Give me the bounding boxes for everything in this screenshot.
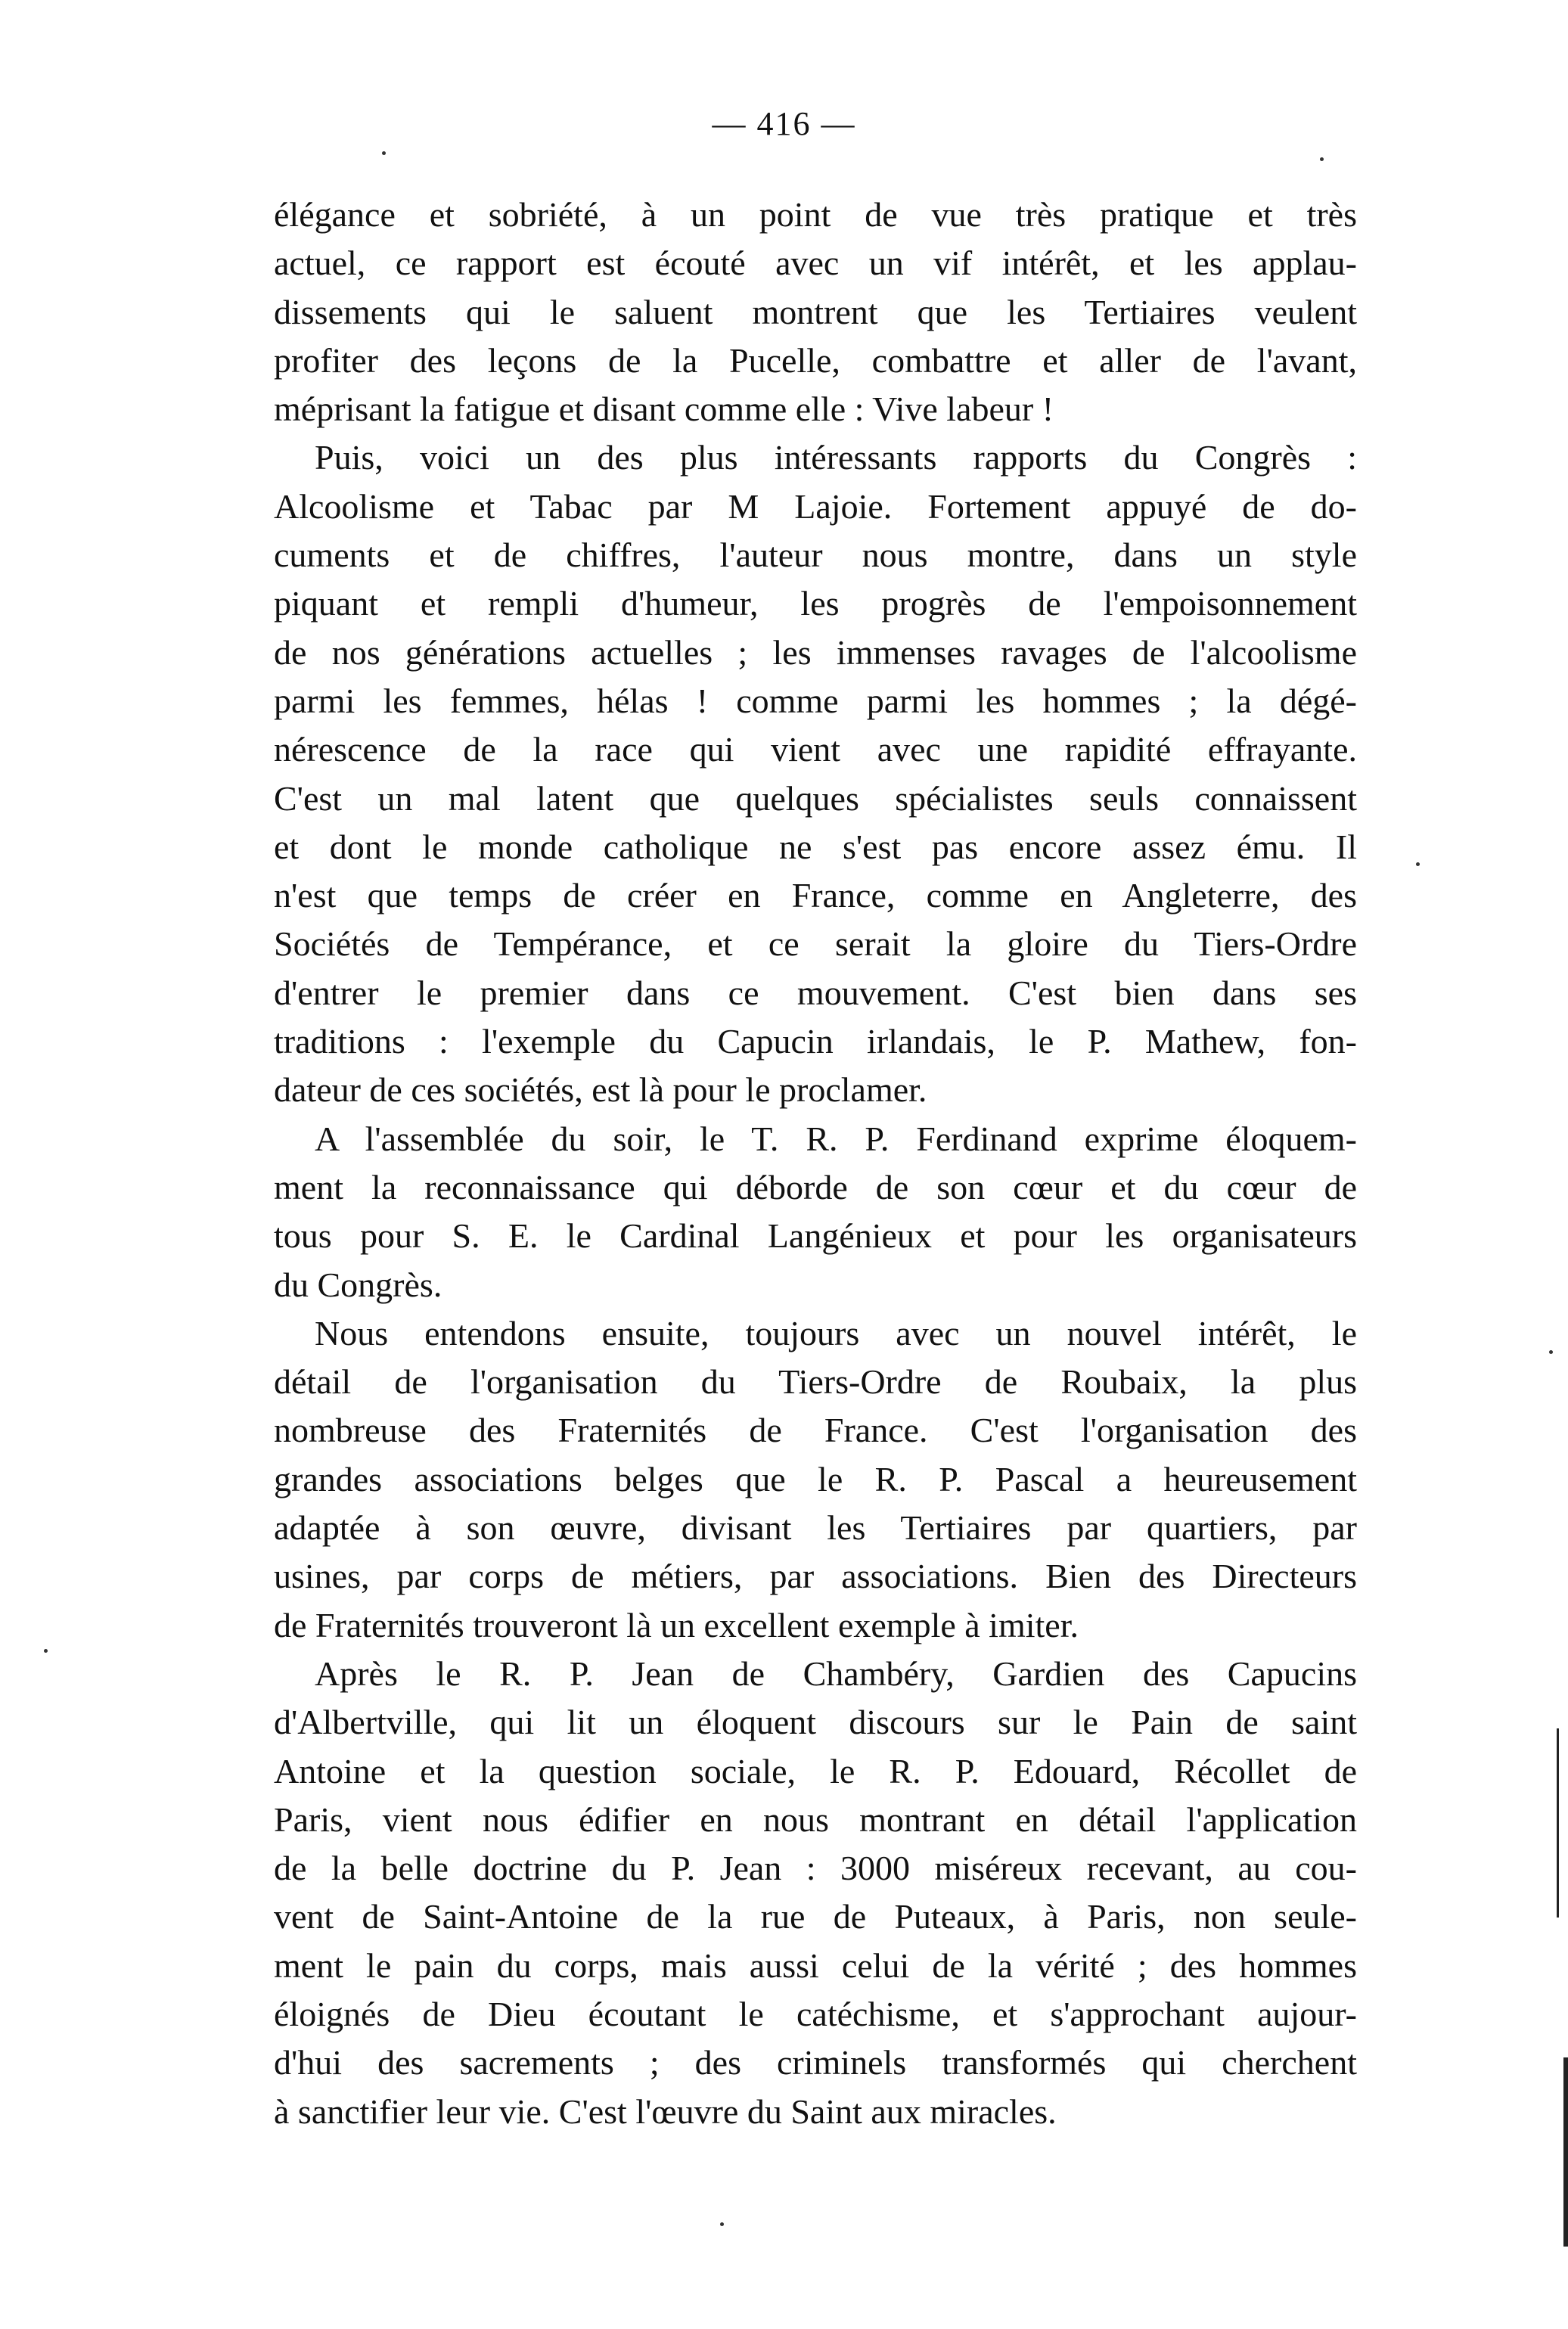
text-line: nérescence de la race qui vient avec une rapidité effrayante. — [274, 730, 1357, 769]
scan-speck — [1549, 1350, 1553, 1354]
paragraph-5 — [274, 1650, 1357, 2136]
text-line: A l'assemblée du soir, le T. R. P. Ferdinand exprime éloquem- — [315, 1119, 1357, 1158]
page-number: — 416 — — [712, 105, 856, 142]
body-text — [274, 191, 1357, 2136]
text-line: C'est un mal latent que quelques spécialistes seuls connaissent — [274, 778, 1357, 818]
text-line: de nos générations actuelles ; les immenses ravages de l'alcoolisme — [274, 632, 1357, 672]
text-line: ment la reconnaissance qui déborde de son cœur et du cœur de — [274, 1167, 1357, 1206]
text-line: usines, par corps de métiers, par associations. Bien des Directeurs — [274, 1557, 1357, 1596]
paragraph-3 — [274, 1115, 1357, 1309]
text-line: Sociétés de Tempérance, et ce serait la gloire du Tiers-Ordre — [274, 924, 1357, 964]
text-line: profiter des leçons de la Pucelle, combattre et aller de l'avant, — [274, 340, 1357, 380]
text-line: d'entrer le premier dans ce mouvement. C'est bien dans ses — [274, 973, 1357, 1012]
scan-speck — [1416, 862, 1420, 866]
text-line: de la belle doctrine du P. Jean : 3000 miséreux recevant, au cou- — [274, 1849, 1357, 1888]
text-line: traditions : l'exemple du Capucin irlandais, le P. Mathew, fon- — [274, 1022, 1357, 1061]
text-line: dissements qui le saluent montrent que les Tertiaires veulent — [274, 292, 1357, 331]
text-line: adaptée à son œuvre, divisant les Tertiaires par quartiers, par — [274, 1508, 1357, 1548]
text-line: et dont le monde catholique ne s'est pas encore assez ému. Il — [274, 827, 1357, 866]
text-line: Alcoolisme et Tabac par M Lajoie. Fortement appuyé de do- — [274, 486, 1357, 526]
text-line: vent de Saint-Antoine de la rue de Puteaux, à Paris, non seule- — [274, 1897, 1357, 1936]
text-line: éloignés de Dieu écoutant le catéchisme, et s'approchant aujour- — [274, 1994, 1357, 2033]
text-line: Après le R. P. Jean de Chambéry, Gardien des Capucins — [315, 1654, 1357, 1693]
text-line: n'est que temps de créer en France, comme en Angleterre, des — [274, 876, 1357, 915]
text-line: d'hui des sacrements ; des criminels transformés qui cherchent — [274, 2043, 1357, 2082]
text-line: méprisant la fatigue et disant comme elle : Vive labeur ! — [274, 390, 1054, 429]
scan-edge-bar — [1563, 2057, 1568, 2247]
text-line: à sanctifier leur vie. C'est l'œuvre du Saint aux miracles. — [274, 2091, 1057, 2131]
scan-speck — [720, 2222, 724, 2226]
text-line: parmi les femmes, hélas ! comme parmi les hommes ; la dégé- — [274, 681, 1357, 720]
text-line: Antoine et la question sociale, le R. P. Edouard, Récollet de — [274, 1751, 1357, 1790]
paragraph-1 — [274, 191, 1357, 433]
text-line: piquant et rempli d'humeur, les progrès de l'empoisonnement — [274, 584, 1357, 623]
text-line: nombreuse des Fraternités de France. C'est l'organisation des — [274, 1411, 1357, 1450]
text-line: Paris, vient nous édifier en nous montrant en détail l'application — [274, 1800, 1357, 1839]
text-line: d'Albertville, qui lit un éloquent discours sur le Pain de saint — [274, 1703, 1357, 1742]
text-line: Puis, voici un des plus intéressants rapports du Congrès : — [315, 438, 1357, 477]
text-line: dateur de ces sociétés, est là pour le proclamer. — [274, 1070, 927, 1110]
text-line: Nous entendons ensuite, toujours avec un nouvel intérêt, le — [315, 1313, 1357, 1352]
scan-speck — [382, 151, 386, 155]
scan-edge-line — [1557, 1728, 1559, 1918]
text-line: du Congrès. — [274, 1265, 442, 1304]
scan-speck — [44, 1649, 48, 1653]
text-line: grandes associations belges que le R. P. Pascal a heureusement — [274, 1459, 1357, 1498]
text-line: actuel, ce rapport est écouté avec un vif intérêt, et les applau- — [274, 244, 1357, 283]
paragraph-4 — [274, 1309, 1357, 1650]
scan-speck — [1320, 157, 1324, 161]
text-line: tous pour S. E. le Cardinal Langénieux et pour les organisateurs — [274, 1216, 1357, 1256]
text-line: élégance et sobriété, à un point de vue très pratique et très — [274, 195, 1357, 234]
text-line: détail de l'organisation du Tiers-Ordre de Roubaix, la plus — [274, 1362, 1357, 1402]
text-line: cuments et de chiffres, l'auteur nous montre, dans un style — [274, 536, 1357, 575]
text-line: ment le pain du corps, mais aussi celui de la vérité ; des hommes — [274, 1945, 1357, 1985]
paragraph-2 — [274, 433, 1357, 1114]
text-line: de Fraternités trouveront là un excellent exemple à imiter. — [274, 1605, 1079, 1644]
